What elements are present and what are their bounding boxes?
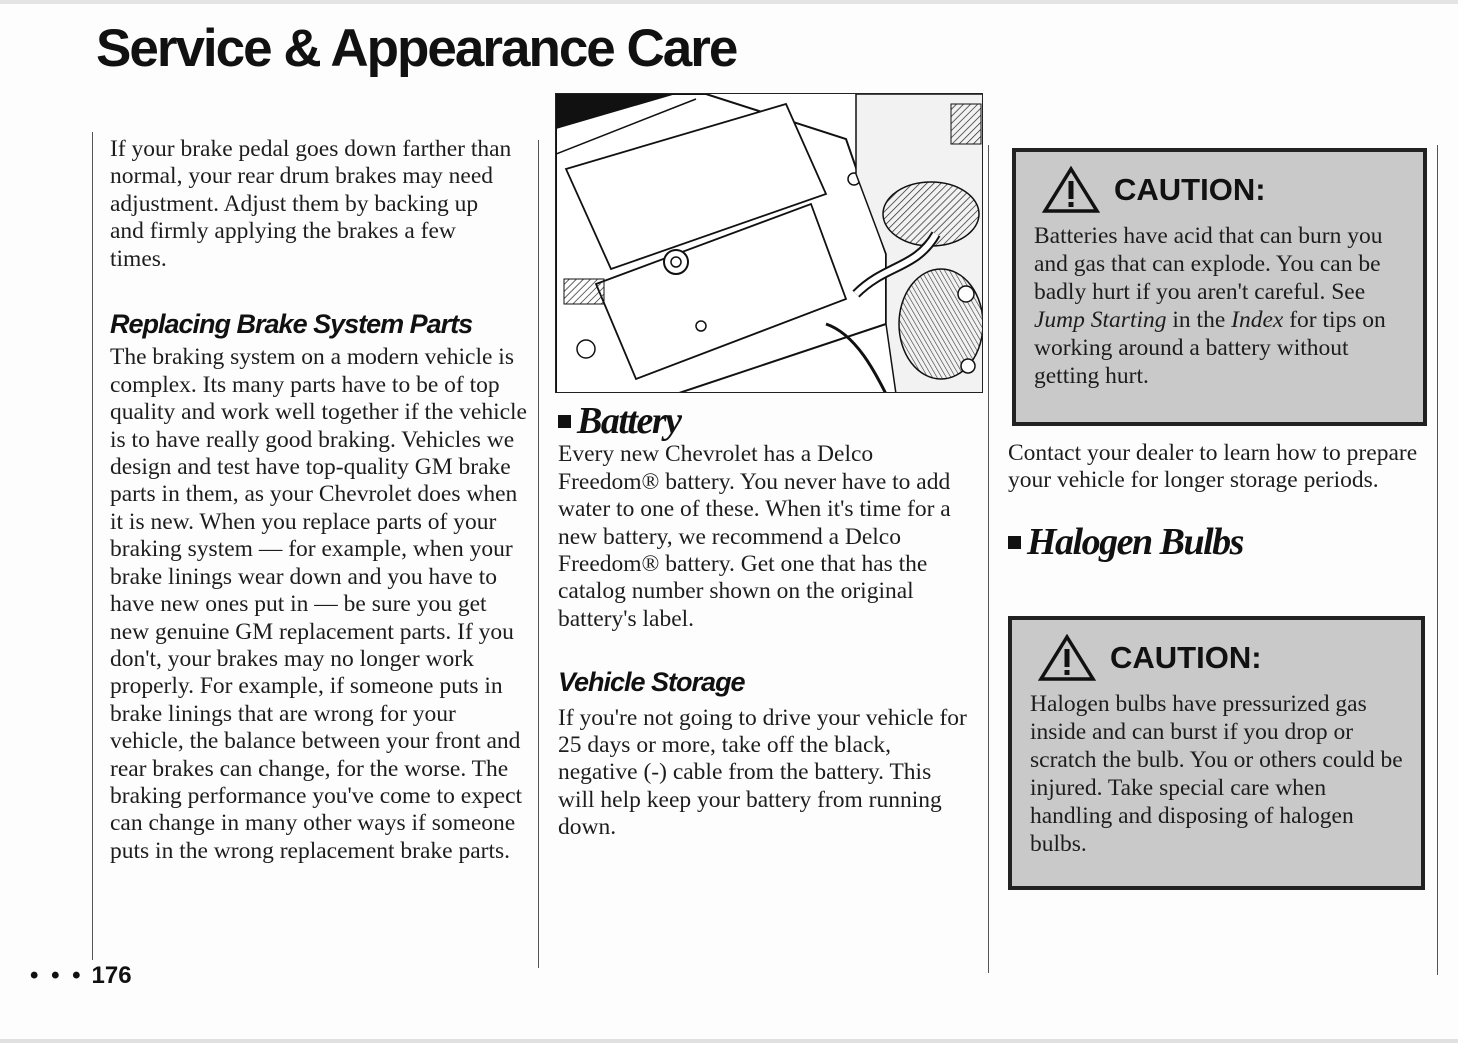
replacing-brake-parts-heading: Replacing Brake System Parts — [110, 309, 473, 340]
battery-heading — [558, 400, 978, 442]
caution-header — [1038, 634, 1403, 682]
caution-header — [1042, 166, 1405, 214]
jump-starting-reference: Jump Starting — [1034, 307, 1167, 333]
column-rule-middle-left — [538, 140, 539, 968]
index-reference: Index — [1231, 307, 1284, 333]
page-edge-top — [0, 0, 1458, 4]
column-storage-halogen — [1008, 440, 1423, 563]
replacing-brake-parts-paragraph: The braking system on a modern vehicle is complex. Its many parts have to be of top quality and work well together if the vehicle is to have really good braking. Vehicles we design and test have top-quality GM brake parts in them, as your Chevrolet does when it is new. When you replace parts of your braking system — for example, when your brake linings wear down and you have to have new ones put in — be sure you get new genuine GM replacement parts. If you don't, your brakes may no longer work properly. For example, if someone puts in brake linings that are wrong for your vehicle, the balance between your front and rear brakes can change, for the worse. The braking performance you've come to expect can change in many other ways if someone puts in the wrong replacement brake parts. — [110, 344, 527, 864]
battery-caution-box — [1012, 148, 1427, 426]
warning-triangle-icon — [1038, 634, 1096, 682]
page-edge-bottom — [0, 1039, 1458, 1043]
page-footer — [30, 962, 132, 990]
caution-text-part: in the — [1166, 307, 1232, 333]
column-rule-right — [1437, 145, 1438, 975]
storage-contact-paragraph: Contact your dealer to learn how to prepare your vehicle for longer storage periods. — [1008, 440, 1418, 494]
square-bullet-icon — [1008, 536, 1021, 549]
halogen-caution-text: Halogen bulbs have pressurized gas inside and can burst if you drop or scratch the bulb. You or others could be injured. Take special care when handling and disposing of halogen bulbs. — [1030, 691, 1403, 857]
column-brakes — [110, 136, 530, 865]
column-rule-middle-right — [988, 145, 989, 973]
halogen-bulbs-heading — [1008, 520, 1423, 563]
battery-heading-label: Battery — [577, 400, 681, 442]
caution-label: CAUTION: — [1110, 640, 1262, 675]
halogen-heading-label: Halogen Bulbs — [1027, 520, 1243, 563]
page-number: 176 — [91, 962, 132, 989]
battery-compartment-drawing — [556, 94, 983, 393]
column-battery — [558, 400, 978, 842]
halogen-caution-box — [1008, 616, 1425, 890]
vehicle-storage-heading: Vehicle Storage — [558, 667, 745, 698]
page-title: Service & Appearance Care — [96, 19, 737, 78]
caution-label: CAUTION: — [1114, 172, 1266, 207]
vehicle-storage-paragraph: If you're not going to drive your vehicle for 25 days or more, take off the black, negative (-) cable from the battery. This will help keep your battery from running down. — [558, 704, 967, 841]
footer-dots: • • • — [30, 962, 84, 989]
battery-caution-text — [1034, 222, 1405, 390]
warning-triangle-icon — [1042, 166, 1100, 214]
column-rule-left — [92, 132, 93, 960]
caution-text-part: Batteries have acid that can burn you and gas that can explode. You can be badly hurt if you aren't careful. See — [1034, 223, 1383, 305]
caution-text-part: for tips on working around a battery without getting hurt. — [1034, 307, 1386, 389]
battery-paragraph: Every new Chevrolet has a Delco Freedom® battery. You never have to add water to one of these. When it's time for a new battery, we recommend a Delco Freedom® battery. Get one that has the catalog number shown on the original battery's label. — [558, 441, 951, 632]
battery-illustration — [555, 93, 983, 393]
square-bullet-icon — [558, 415, 571, 428]
brake-adjust-paragraph: If your brake pedal goes down farther than normal, your rear drum brakes may need adjustment. Adjust them by backing up and firmly applying the brakes a few times. — [110, 136, 512, 272]
